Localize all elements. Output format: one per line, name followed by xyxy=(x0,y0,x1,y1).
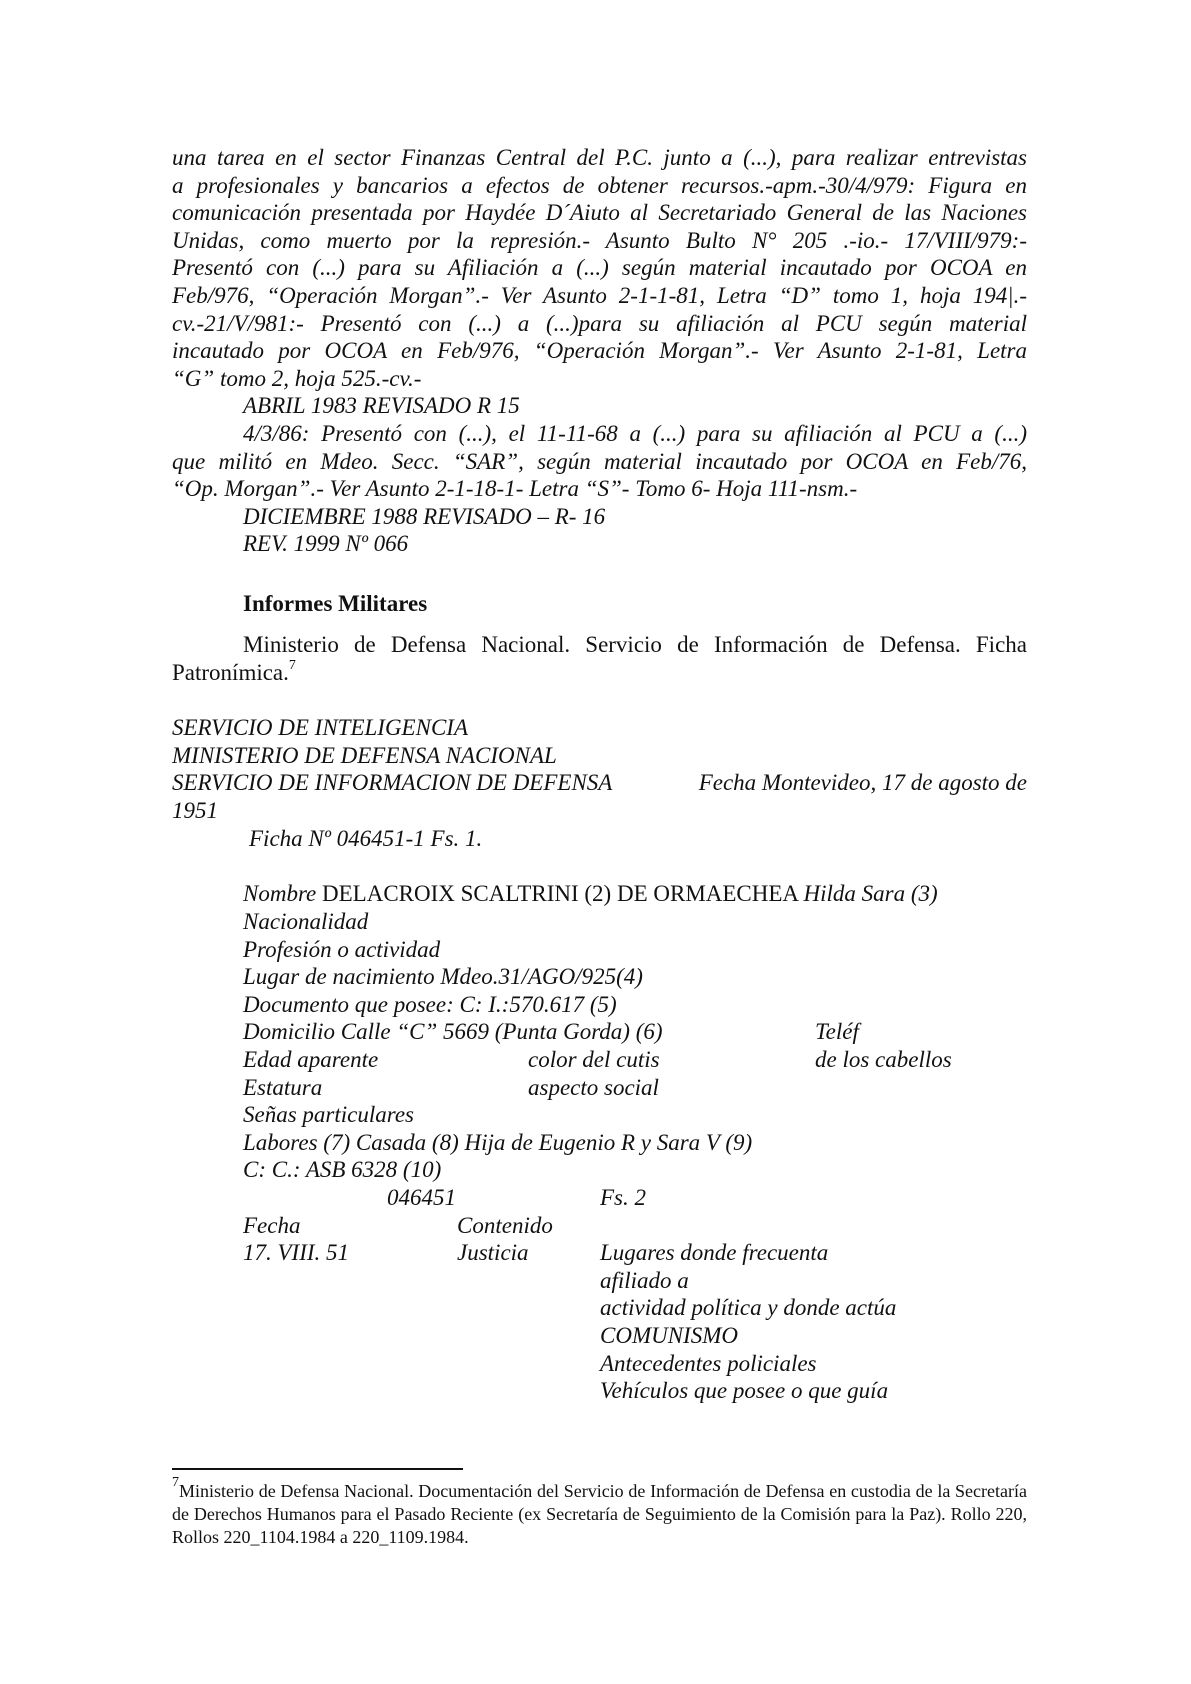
lugar-nacimiento-field: Lugar de nacimiento Mdeo.31/AGO/925(4) xyxy=(243,964,643,989)
revision-note: ABRIL 1983 REVISADO R 15 xyxy=(243,393,520,419)
footnote-divider xyxy=(172,1468,463,1470)
intro-line: Ministerio de Defensa Nacional. Servicio de Información de Defensa. Ficha xyxy=(243,632,1027,657)
revision-note: DICIEMBRE 1988 REVISADO – R- 16 xyxy=(243,503,606,529)
nombre-given: Hilda Sara (3) xyxy=(803,881,938,906)
cc-field: C: C.: ASB 6328 (10) xyxy=(243,1157,442,1182)
nombre-row xyxy=(243,880,938,908)
contenido-value: Justicia xyxy=(457,1240,529,1265)
header-line-4: 1951 xyxy=(172,798,218,823)
list-item: Antecedentes policiales xyxy=(600,1351,817,1376)
opening-line: incautado por OCOA en Feb/976, “Operación Morgan”.- Ver Asunto 2-1-81, Letra xyxy=(172,338,1027,364)
sheet2-number: 046451 xyxy=(387,1185,456,1210)
nombre-label: Nombre xyxy=(243,881,317,906)
profesion-field: Profesión o actividad xyxy=(243,937,441,962)
footnote-number: 7 xyxy=(172,1475,179,1490)
nacionalidad-field: Nacionalidad xyxy=(243,909,369,934)
intro-paragraph xyxy=(172,631,1027,686)
opening-line: Presentó con (...) para su Afiliación a (...) según material incautado por OCOA en xyxy=(172,255,1027,281)
intro-line-end xyxy=(172,659,1027,687)
list-item: actividad política y donde actúa xyxy=(600,1295,897,1320)
ficha-number: Ficha Nº 046451-1 Fs. 1. xyxy=(249,826,483,851)
footnote-ref: 7 xyxy=(288,657,296,673)
cabellos-field: de los cabellos xyxy=(815,1047,952,1072)
edad-field: Edad aparente xyxy=(243,1047,379,1072)
header-line-1: SERVICIO DE INTELIGENCIA xyxy=(172,715,469,740)
entry-1986-line: “Op. Morgan”.- Ver Asunto 2-1-18-1- Letra “S”- Tomo 6- Hoja 111-nsm.- xyxy=(172,476,858,502)
opening-line: a profesionales y bancarios a efectos de obtener recursos.-apm.-30/4/979: Figura en xyxy=(172,172,1027,198)
list-item: Lugares donde frecuenta xyxy=(600,1240,829,1265)
opening-line: una tarea en el sector Finanzas Central del P.C. junto a (...), para realizar entrevistas xyxy=(172,145,1027,170)
list-item: COMUNISMO xyxy=(600,1323,738,1348)
opening-line: Unidas, como muerto por la represión.- Asunto Bulto N° 205 .-io.- 17/VIII/979:- xyxy=(172,227,1027,253)
list-item: Vehículos que posee o que guía xyxy=(600,1378,889,1403)
section-heading: Informes Militares xyxy=(243,591,428,616)
estatura-field: Estatura xyxy=(243,1075,323,1100)
color-cutis-field: color del cutis xyxy=(528,1047,660,1072)
labores-field: Labores (7) Casada (8) Hija de Eugenio R y Sara V (9) xyxy=(243,1130,753,1155)
revision-note: REV. 1999 Nº 066 xyxy=(243,531,409,557)
nombre-surnames: DELACROIX SCALTRINI (2) DE ORMAECHEA xyxy=(322,881,798,906)
sheet2-fs: Fs. 2 xyxy=(600,1185,646,1210)
list-item: afiliado a xyxy=(600,1268,689,1293)
opening-line: Feb/976, “Operación Morgan”.- Ver Asunto 2-1-1-81, Letra “D” tomo 1, hoja 194|.- xyxy=(172,282,1027,308)
entry-1986-line: 4/3/86: Presentó con (...), el 11-11-68 a (...) para su afiliación al PCU a (...) xyxy=(243,420,1027,446)
fecha-value: 17. VIII. 51 xyxy=(243,1240,350,1265)
senas-field: Señas particulares xyxy=(243,1102,414,1127)
col-fecha-header: Fecha xyxy=(243,1213,301,1238)
telef-field: Teléf xyxy=(815,1019,859,1044)
documento-field: Documento que posee: C: I.:570.617 (5) xyxy=(243,992,617,1017)
entry-1986-line: que militó en Mdeo. Secc. “SAR”, según material incautado por OCOA en Feb/76, xyxy=(172,448,1027,474)
opening-line: “G” tomo 2, hoja 525.-cv.- xyxy=(172,365,422,391)
header-line-3-right: Fecha Montevideo, 17 de agosto de xyxy=(698,770,1027,795)
footnote xyxy=(172,1475,1027,1549)
header-line-3-left: SERVICIO DE INFORMACION DE DEFENSA xyxy=(172,770,613,795)
opening-line: comunicación presentada por Haydée D´Aiuto al Secretariado General de las Naciones xyxy=(172,200,1027,226)
intro-end-text: Patronímica. xyxy=(172,659,289,685)
opening-paragraph xyxy=(172,144,1027,558)
domicilio-field: Domicilio Calle “C” 5669 (Punta Gorda) (6) xyxy=(243,1019,663,1044)
aspecto-field: aspecto social xyxy=(528,1075,659,1100)
opening-line: cv.-21/V/981:- Presentó con (...) a (...)para su afiliación al PCU según material xyxy=(172,310,1027,336)
footnote-text: Ministerio de Defensa Nacional. Documentación del Servicio de Información de Defensa en custodia de la Secretaría de Derechos Humanos para el Pasado Reciente (ex Secretaría de Seguimiento de la Comisión para la Paz). Rollo 220, Rollos 220_1104.1984 a 220_1109.1984. xyxy=(172,1481,1027,1547)
col-contenido-header: Contenido xyxy=(457,1213,553,1238)
header-line-2: MINISTERIO DE DEFENSA NACIONAL xyxy=(172,743,557,768)
